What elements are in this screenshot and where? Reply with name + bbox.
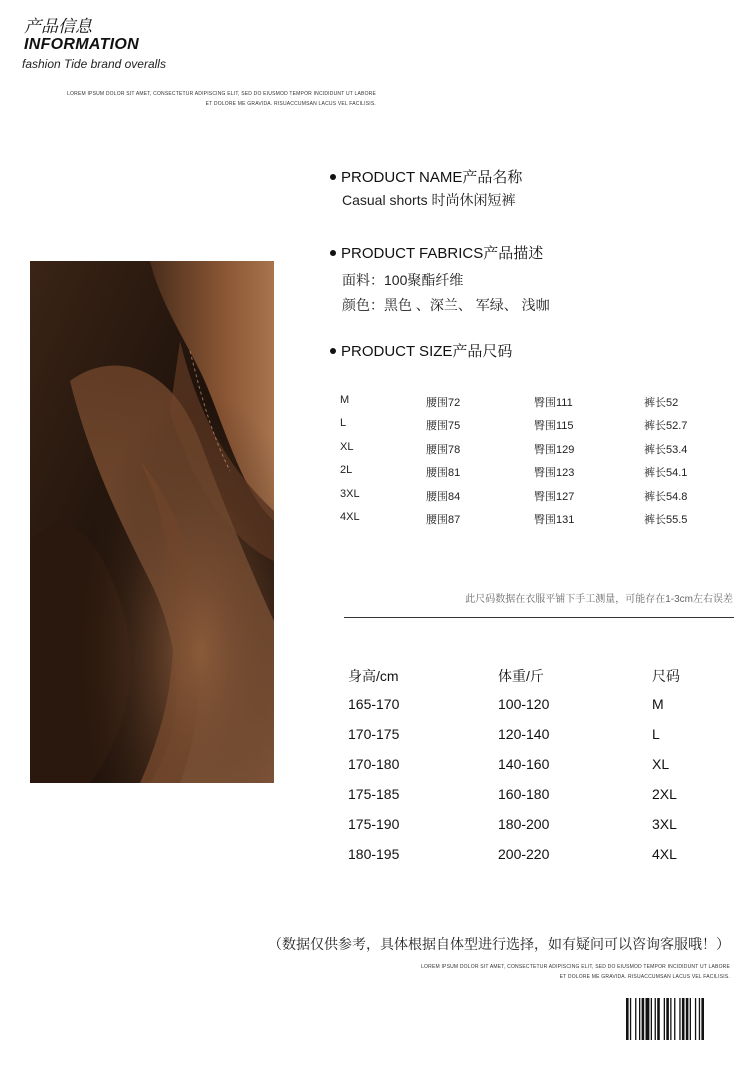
barcode-icon xyxy=(626,998,730,1040)
size-cell: L xyxy=(340,417,347,430)
table-row xyxy=(330,464,730,487)
height-cell: 170-175 xyxy=(348,726,400,742)
fabric-photo-svg xyxy=(30,261,274,783)
waist-cell: 腰围81 xyxy=(426,467,461,480)
size-cell: XL xyxy=(340,440,354,453)
height-cell: 180-195 xyxy=(348,846,400,862)
size-cell: 3XL xyxy=(652,816,677,832)
table-row xyxy=(330,696,730,726)
weight-cell: 200-220 xyxy=(498,846,550,862)
size-cell: 4XL xyxy=(340,510,360,523)
table-row xyxy=(330,488,730,511)
size-cell: XL xyxy=(652,756,670,772)
size-cell: 2XL xyxy=(652,786,677,802)
hip-cell: 臀围115 xyxy=(534,420,574,433)
header-lorem xyxy=(24,89,376,109)
product-fabrics-title xyxy=(330,242,543,263)
waist-cell: 腰围87 xyxy=(426,513,461,526)
table-row xyxy=(330,417,730,440)
bullet-icon xyxy=(330,250,336,256)
hip-cell: 臀围129 xyxy=(534,443,575,456)
height-cell: 175-190 xyxy=(348,816,400,832)
divider xyxy=(344,617,734,618)
hip-cell: 臀围127 xyxy=(534,490,575,503)
size-note: 此尺码数据在衣服平铺下手工测量，可能存在1-3cm左右误差 xyxy=(465,594,733,605)
product-fabrics-title-text: PRODUCT FABRICS产品描述 xyxy=(341,245,544,262)
footer-lorem-line2: ET DOLORE ME GRAVIDA. RISUACCUMSAN LACUS VEL FACILISIS. xyxy=(559,974,730,980)
size-cell: 3XL xyxy=(340,487,360,500)
table-row xyxy=(330,846,730,876)
weight-cell: 180-200 xyxy=(498,816,550,832)
weight-cell: 120-140 xyxy=(498,726,550,742)
waist-cell: 腰围72 xyxy=(426,397,461,409)
length-cell: 裤长55.5 xyxy=(644,513,688,526)
fabric-photo xyxy=(30,261,274,783)
header-title-cn: 产品信息 xyxy=(24,17,92,36)
length-cell: 裤长52 xyxy=(644,397,679,409)
waist-cell: 腰围84 xyxy=(426,490,461,503)
waist-cell: 腰围78 xyxy=(426,443,461,456)
size-reference-table xyxy=(330,666,730,876)
header-lorem-line2: ET DOLORE ME GRAVIDA. RISUACCUMSAN LACUS VEL FACILISIS. xyxy=(205,101,376,107)
length-cell: 裤长54.1 xyxy=(644,467,688,480)
weight-cell: 100-120 xyxy=(498,696,550,712)
header-height: 身高/cm xyxy=(348,668,399,684)
header-size: 尺码 xyxy=(652,668,680,684)
hip-cell: 臀围111 xyxy=(534,397,573,409)
product-size-title-text: PRODUCT SIZE产品尺码 xyxy=(341,343,513,360)
size-cell: 4XL xyxy=(652,846,677,862)
size-cell: L xyxy=(652,726,660,742)
table-row xyxy=(330,786,730,816)
header-lorem-line1: LOREM IPSUM DOLOR SIT AMET, CONSECTETUR ADIPISCING ELIT, SED DO EIUSMOD TEMPOR INCIDIDUNT UT LABORE xyxy=(67,91,376,97)
weight-cell: 160-180 xyxy=(498,786,550,802)
table-row xyxy=(330,816,730,846)
footer-lorem-line1: LOREM IPSUM DOLOR SIT AMET, CONSECTETUR ADIPISCING ELIT, SED DO EIUSMOD TEMPOR INCIDIDUNT UT LABORE xyxy=(421,964,730,970)
height-cell: 165-170 xyxy=(348,696,400,712)
height-cell: 175-185 xyxy=(348,786,400,802)
size-table xyxy=(330,394,730,534)
disclaimer: （数据仅供参考，具体根据自体型进行选择，如有疑问可以咨询客服哦！） xyxy=(268,936,730,952)
length-cell: 裤长52.7 xyxy=(644,420,688,433)
header-subtitle: fashion Tide brand overalls xyxy=(22,57,166,71)
weight-cell: 140-160 xyxy=(498,756,550,772)
product-name-title-text: PRODUCT NAME产品名称 xyxy=(341,169,523,186)
table-row xyxy=(330,394,730,417)
table-row xyxy=(330,511,730,534)
length-cell: 裤长54.8 xyxy=(644,490,688,503)
table-row xyxy=(330,726,730,756)
table-row xyxy=(330,756,730,786)
size-cell: M xyxy=(652,696,664,712)
fabric-colors: 颜色：黑色 、深兰、 军绿、 浅咖 xyxy=(342,297,550,313)
hip-cell: 臀围123 xyxy=(534,467,575,480)
bullet-icon xyxy=(330,174,336,180)
product-size-title xyxy=(330,340,512,361)
size-cell: M xyxy=(340,394,350,406)
waist-cell: 腰围75 xyxy=(426,420,461,433)
product-name-value: Casual shorts 时尚休闲短裤 xyxy=(342,192,516,208)
bullet-icon xyxy=(330,348,336,354)
header-title-en: INFORMATION xyxy=(24,36,139,53)
length-cell: 裤长53.4 xyxy=(644,443,688,456)
header-weight: 体重/斤 xyxy=(498,668,544,684)
fabric-material: 面料：100聚酯纤维 xyxy=(342,272,464,288)
product-name-title xyxy=(330,166,522,187)
size-cell: 2L xyxy=(340,464,353,477)
table-row xyxy=(330,441,730,464)
height-cell: 170-180 xyxy=(348,756,400,772)
table-header-row xyxy=(330,666,730,696)
hip-cell: 臀围131 xyxy=(534,513,575,526)
footer-lorem xyxy=(378,962,730,982)
